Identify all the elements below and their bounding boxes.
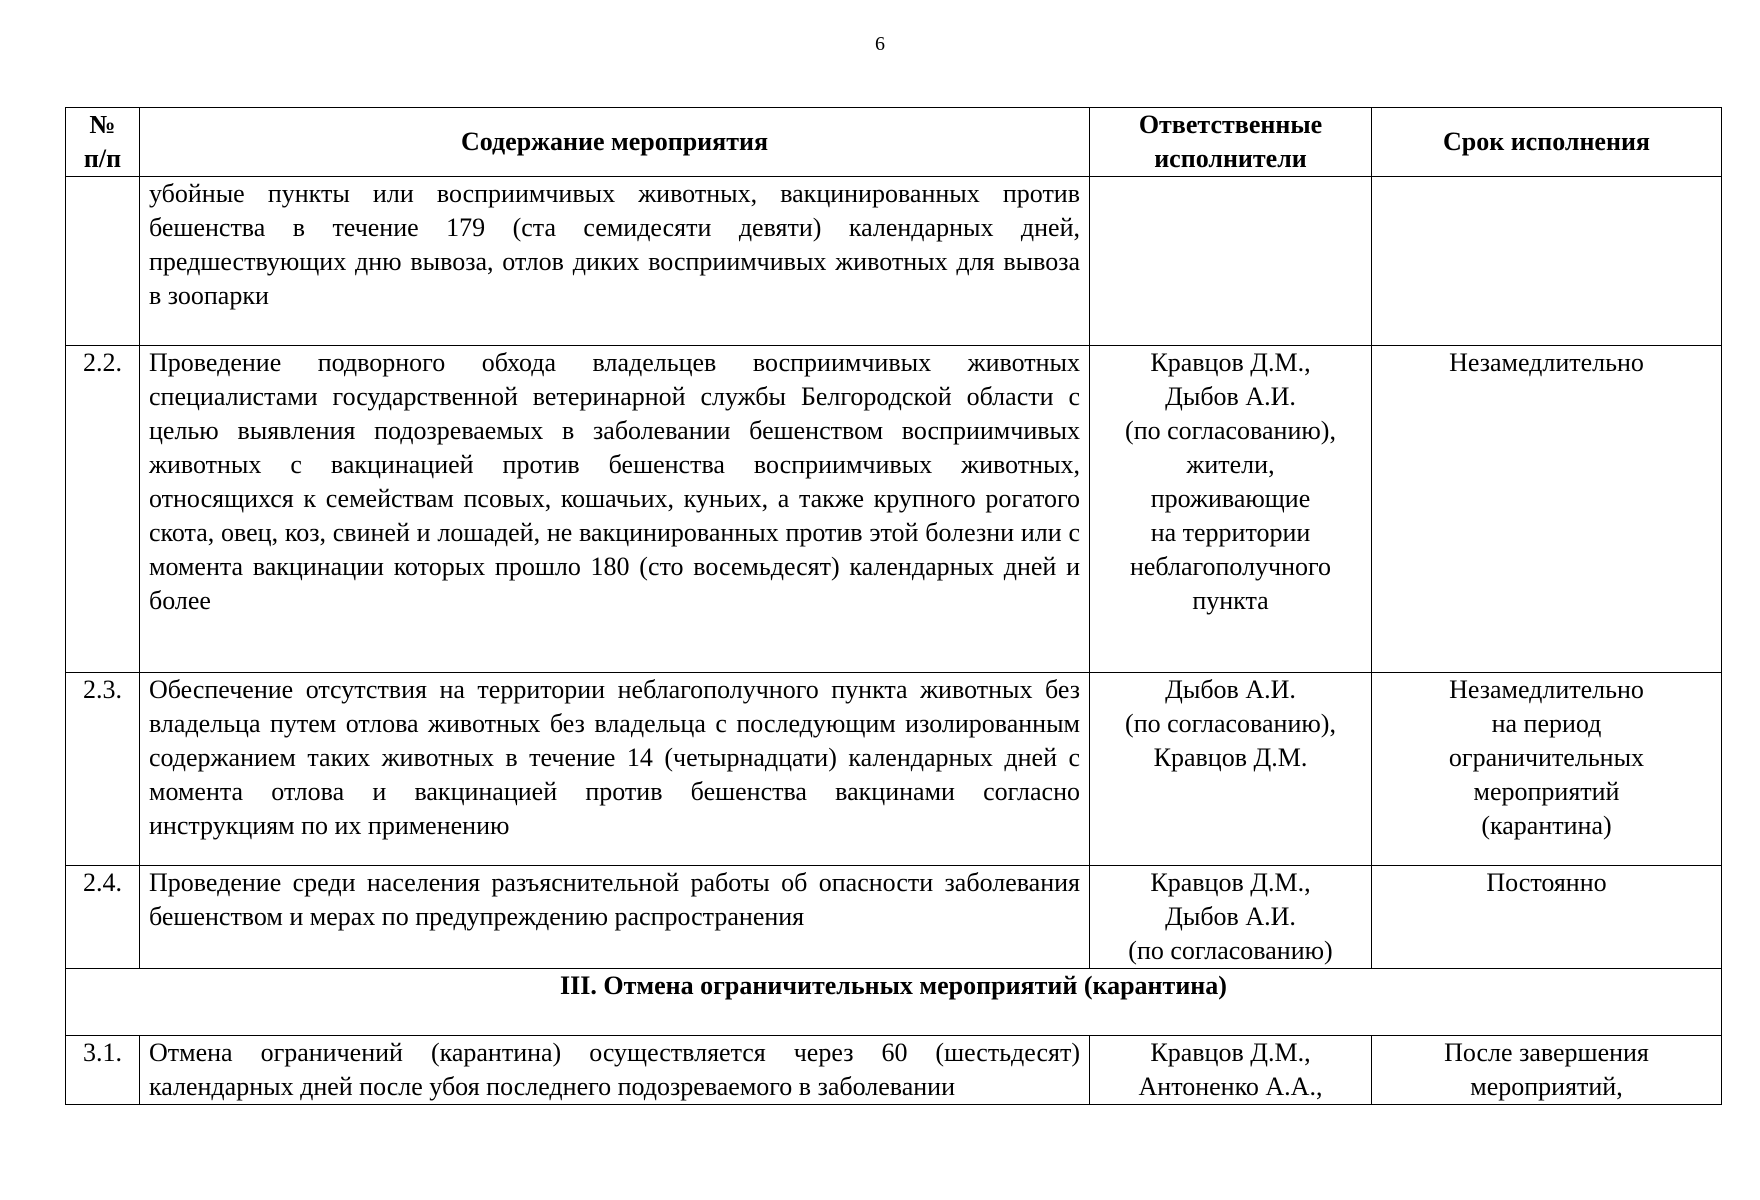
row-deadline: Незамедлительно (1372, 346, 1722, 673)
row-deadline (1372, 177, 1722, 346)
table-row (66, 866, 1722, 969)
header-responsible: Ответственные исполнители (1090, 108, 1372, 177)
row-number: 2.2. (66, 346, 140, 673)
header-deadline: Срок исполнения (1372, 108, 1722, 177)
row-responsible (1090, 177, 1372, 346)
page-number: 6 (875, 33, 885, 55)
row-deadline: Незамедлительно на период ограничительных мероприятий (карантина) (1372, 673, 1722, 866)
row-responsible: Кравцов Д.М., Дыбов А.И. (по согласованию) (1090, 866, 1372, 969)
row-content: Проведение подворного обхода владельцев восприимчивых животных специалистами государственной ветеринарной службы Белгородской области с целью выявления подозреваемых в заболевании бешенством восприимчивых животных с вакцинацией против бешенства восприимчивых животных, относящихся к семействам псовых, кошачьих, куньих, а также крупного рогатого скота, овец, коз, свиней и лошадей, не вакцинированных против этой болезни или с момента вакцинации которых прошло 180 (сто восемьдесят) календарных дней и более (140, 346, 1090, 673)
measures-table (65, 107, 1722, 1105)
row-number (66, 177, 140, 346)
header-content: Содержание мероприятия (140, 108, 1090, 177)
row-content: Отмена ограничений (карантина) осуществляется через 60 (шестьдесят) календарных дней после убоя последнего подозреваемого в заболевании (140, 1036, 1090, 1105)
table-header-row (66, 108, 1722, 177)
header-number: № п/п (66, 108, 140, 177)
row-responsible: Дыбов А.И. (по согласованию), Кравцов Д.М. (1090, 673, 1372, 866)
row-number: 2.4. (66, 866, 140, 969)
table-row (66, 1036, 1722, 1105)
table-row (66, 673, 1722, 866)
table-row (66, 177, 1722, 346)
table-row (66, 346, 1722, 673)
row-number: 2.3. (66, 673, 140, 866)
row-responsible: Кравцов Д.М., Дыбов А.И. (по согласованию), жители, проживающие на территории неблагополучного пункта (1090, 346, 1372, 673)
section-heading: III. Отмена ограничительных мероприятий (карантина) (66, 969, 1722, 1036)
row-deadline: Постоянно (1372, 866, 1722, 969)
row-content: Проведение среди населения разъяснительной работы об опасности заболевания бешенством и мерах по предупреждению распространения (140, 866, 1090, 969)
row-responsible: Кравцов Д.М., Антоненко А.А., (1090, 1036, 1372, 1105)
row-content: Обеспечение отсутствия на территории неблагополучного пункта животных без владельца путем отлова животных без владельца с последующим изолированным содержанием таких животных в течение 14 (четырнадцати) календарных дней с момента отлова и вакцинацией против бешенства вакцинами согласно инструкциям по их применению (140, 673, 1090, 866)
row-content: убойные пункты или восприимчивых животных, вакцинированных против бешенства в течение 179 (ста семидесяти девяти) календарных дней, предшествующих дню вывоза, отлов диких восприимчивых животных для вывоза в зоопарки (140, 177, 1090, 346)
section-row (66, 969, 1722, 1036)
row-deadline: После завершения мероприятий, (1372, 1036, 1722, 1105)
row-number: 3.1. (66, 1036, 140, 1105)
